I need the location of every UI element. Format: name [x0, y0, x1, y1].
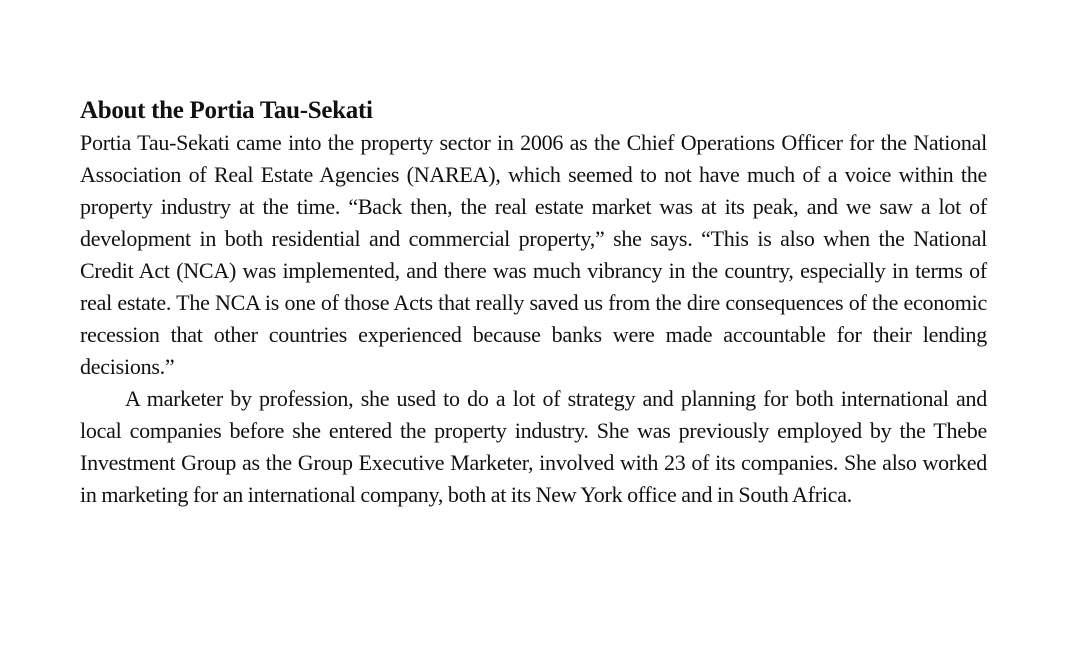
section-heading: About the Portia Tau-Sekati [80, 97, 373, 124]
document-page [80, 95, 987, 511]
paragraph-1: Portia Tau-Sekati came into the property sector in 2006 as the Chief Operations Officer for the National Association of Real Estate Agencies (NAREA), which seemed to not have much of a voice within the property industry at the time. “Back then, the real estate market was at its peak, and we saw a lot of development in both residential and commercial property,” she says. “This is also when the National Credit Act (NCA) was implemented, and there was much vibrancy in the country, especially in terms of real estate. The NCA is one of those Acts that really saved us from the dire consequences of the economic recession that other countries experienced because banks were made accountable for their lending decisions.” [80, 130, 987, 379]
paragraph-2: A marketer by profession, she used to do a lot of strategy and planning for both international and local companies before she entered the property industry. She was previously employed by the Thebe Investment Group as the Group Executive Marketer, involved with 23 of its companies. She also worked in marketing for an international company, both at its New York office and in South Africa. [80, 386, 987, 507]
